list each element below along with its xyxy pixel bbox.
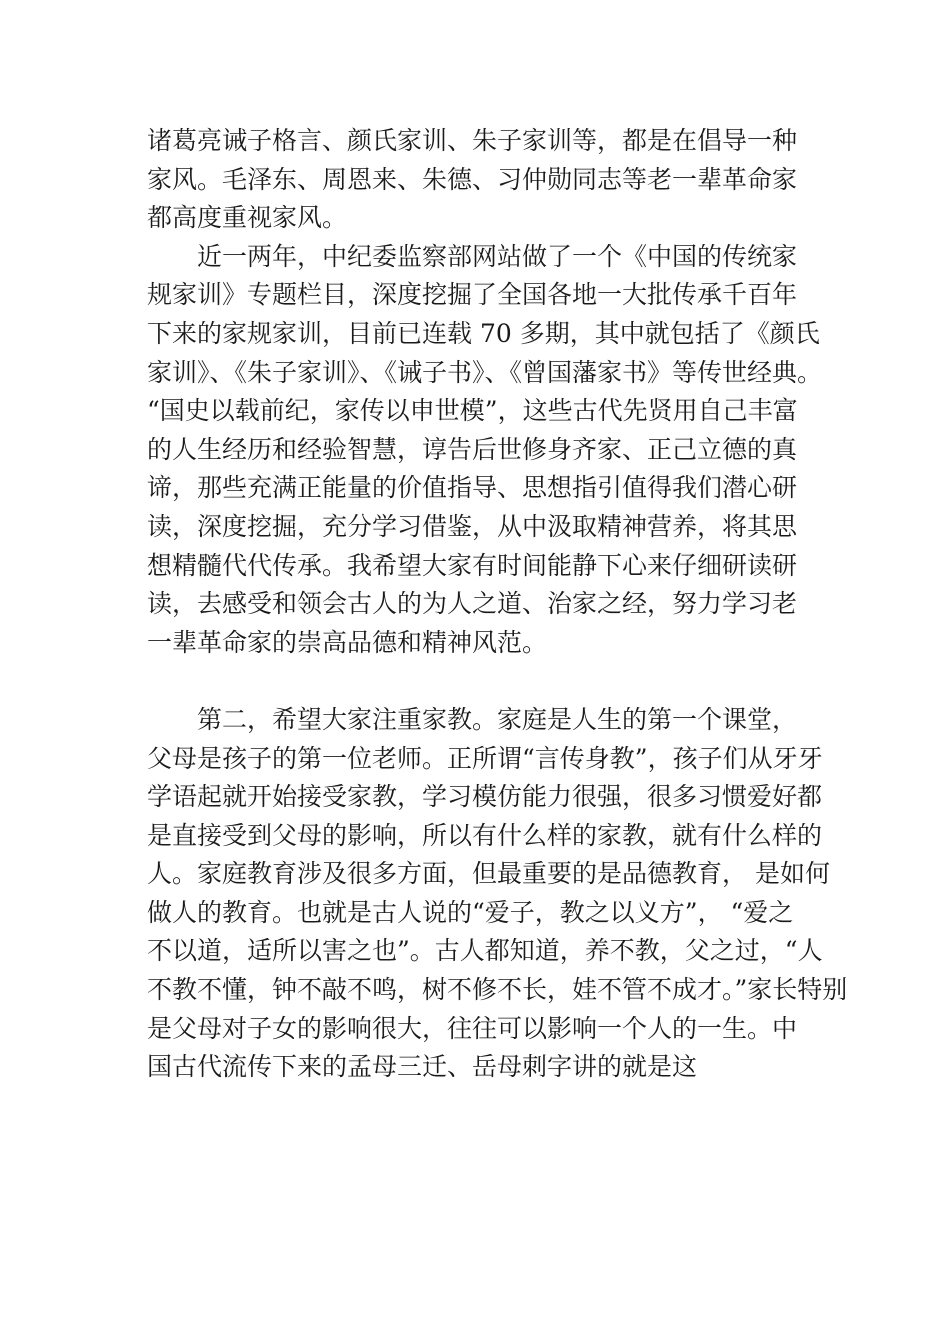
text-line: 读，深度挖掘，充分学习借鉴，从中汲取精神营养，将其思 xyxy=(147,511,798,541)
text-line: 不以道，适所以害之也”。古人都知道，养不教，父之过，“人 xyxy=(147,936,823,966)
text-line: 一辈革命家的崇高品德和精神风范。 xyxy=(147,627,548,657)
text-line: 都高度重视家风。 xyxy=(147,203,348,233)
text-line: 是父母对子女的影响很大，往往可以影响一个人的一生。中 xyxy=(147,1013,798,1043)
paragraph-1 xyxy=(147,122,817,238)
text-line: 第二，希望大家注重家教。家庭是人生的第一个课堂， xyxy=(197,704,798,734)
text-line: 是直接受到父母的影响，所以有什么样的家教，就有什么样的 xyxy=(147,820,823,850)
text-line: 人。家庭教育涉及很多方面，但最重要的是品德教育， 是如何 xyxy=(147,859,830,889)
text-line: 家风。毛泽东、周恩来、朱德、习仲勋同志等老一辈革命家 xyxy=(147,164,798,194)
text-line: 读，去感受和领会古人的为人之道、治家之经，努力学习老 xyxy=(147,589,798,619)
text-line: 国古代流传下来的孟母三迁、岳母刺字讲的就是这 xyxy=(147,1052,698,1082)
text-line: 学语起就开始接受家教，学习模仿能力很强，很多习惯爱好都 xyxy=(147,782,823,812)
text-line: 想精髓代代传承。我希望大家有时间能静下心来仔细研读研 xyxy=(147,550,798,580)
text-line xyxy=(147,662,817,701)
text-line: 做人的教育。也就是古人说的“爱子，教之以义方”， “爱之 xyxy=(147,897,794,927)
body-text xyxy=(147,122,848,1087)
text-line: “国史以载前纪，家传以申世模”，这些古代先贤用自己丰富 xyxy=(147,396,798,426)
text-line: 下来的家规家训，目前已连载 70 多期，其中就包括了《颜氏 xyxy=(147,318,820,348)
text-line: 父母是孩子的第一位老师。正所谓“言传身教”，孩子们从牙牙 xyxy=(147,743,823,773)
text-line: 的人生经历和经验智慧，谆告后世修身齐家、正己立德的真 xyxy=(147,434,798,464)
text-line: 诸葛亮诫子格言、颜氏家训、朱子家训等，都是在倡导一种 xyxy=(147,126,798,155)
text-line: 不教不懂，钟不敲不鸣，树不修不长，娃不管不成才。”家长特别 xyxy=(147,975,848,1005)
paragraph-2 xyxy=(147,238,823,701)
text-line: 家训》、《朱子家训》、《诫子书》、《曾国藩家书》等传世经典。 xyxy=(147,357,823,387)
text-line: 近一两年，中纪委监察部网站做了一个《中国的传统家 xyxy=(197,241,798,271)
paragraph-3 xyxy=(147,701,848,1087)
text-line: 谛，那些充满正能量的价值指导、思想指引值得我们潜心研 xyxy=(147,473,798,503)
text-line: 规家训》专题栏目，深度挖掘了全国各地一大批传承千百年 xyxy=(147,280,798,310)
